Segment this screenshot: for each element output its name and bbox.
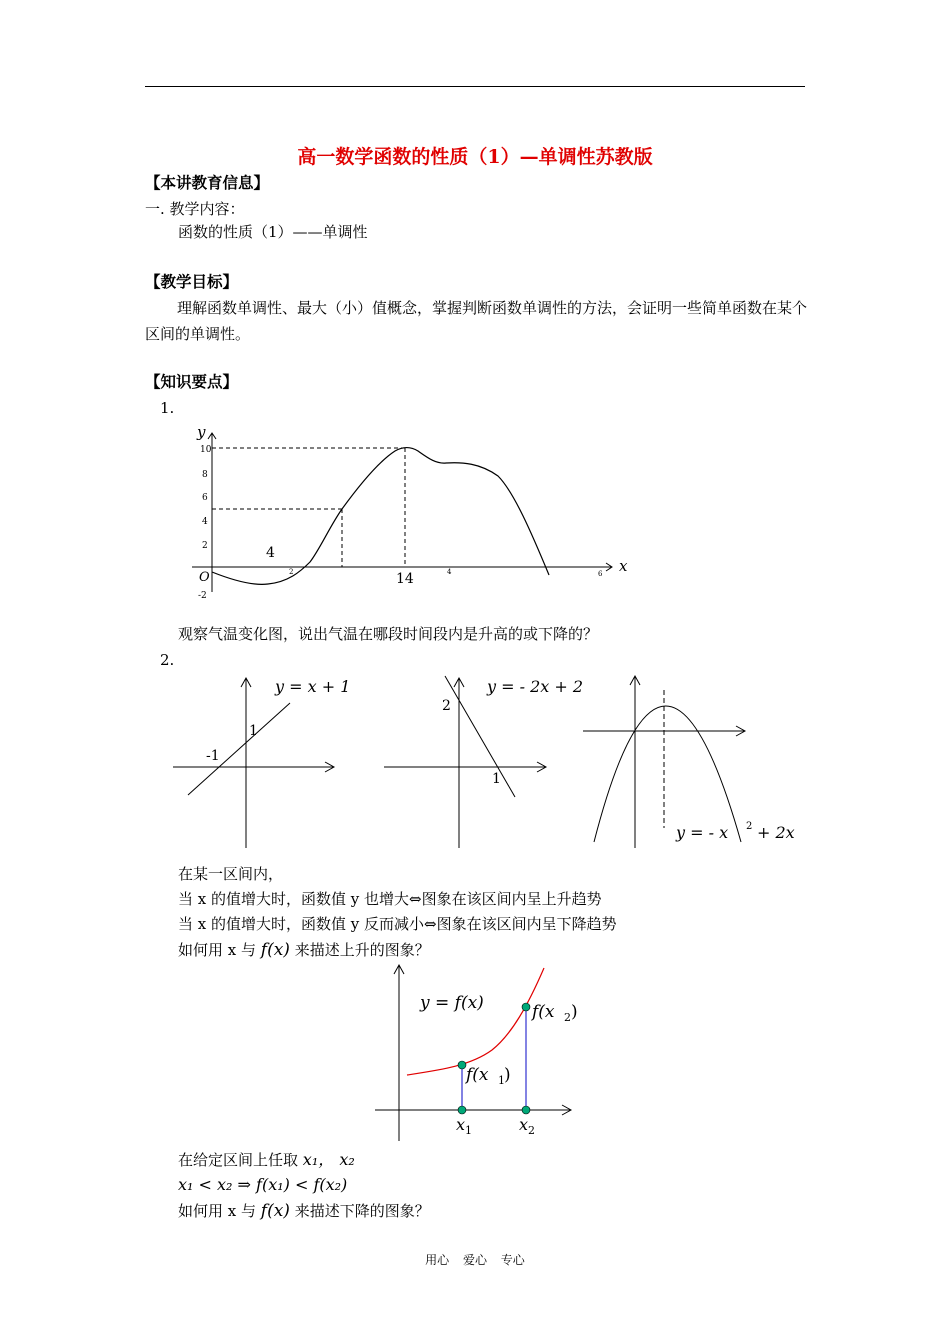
question-falling-pre: 如何用 x 与	[178, 1202, 256, 1220]
y-tick-neg2: -2	[198, 591, 207, 601]
content-sub: 函数的性质（1）——单调性	[178, 223, 368, 241]
chart-origin-label: O	[199, 570, 210, 585]
question-rising-post: 来描述上升的图象？	[294, 941, 430, 959]
question-falling-post: 来描述下降的图象？	[294, 1202, 430, 1220]
question-rising-fx: f(x)	[260, 940, 290, 960]
question-falling-fx: f(x)	[260, 1201, 290, 1221]
graph1-x-intercept: -1	[206, 748, 220, 764]
x-tick-6: 6	[598, 570, 603, 578]
fig-label-x2: x	[519, 1115, 529, 1134]
y-tick-4: 4	[202, 517, 208, 527]
fig-label-fx1: f(x	[466, 1065, 489, 1085]
x-tick-4: 4	[447, 568, 452, 576]
question-falling	[178, 1201, 430, 1221]
graph2-x-intercept: 1	[492, 771, 501, 787]
take-arbitrary-line	[178, 1150, 355, 1170]
svg-text:): )	[571, 1002, 578, 1022]
page-title: 高一数学函数的性质（1）—单调性苏教版	[297, 146, 653, 168]
interval-line-1: 在某一区间内，	[178, 865, 284, 883]
fig-equation: y = f(x)	[420, 993, 484, 1013]
content-item: 一. 教学内容：	[145, 200, 245, 218]
increasing-curve	[407, 968, 544, 1075]
svg-text:): )	[504, 1065, 511, 1085]
graph1-equation: y = x + 1	[275, 677, 351, 696]
graph3-equation-exp: 2	[746, 821, 753, 832]
section-header-points: 【知识要点】	[145, 372, 239, 391]
section-header-info: 【本讲教育信息】	[145, 173, 270, 192]
y-tick-10: 10	[200, 445, 212, 455]
y-tick-8: 8	[202, 470, 208, 480]
x-tick-2: 2	[289, 568, 294, 576]
graph3-equation-y: y = - x	[676, 823, 729, 842]
x-label-4: 4	[266, 545, 275, 561]
fig-label-x1-sub: 1	[465, 1124, 472, 1137]
y-tick-6: 6	[202, 493, 208, 503]
item-2-number: 2.	[160, 651, 175, 669]
point-x1	[458, 1106, 466, 1114]
page-footer: 用心 爱心 专心	[425, 1253, 525, 1267]
x-label-14: 14	[396, 571, 414, 587]
goal-paragraph: 理解函数单调性、最大（小）值概念，掌握判断函数单调性的方法，会证明一些简单函数在某个区间的单调性。	[145, 299, 808, 343]
interval-line-3: 当 x 的值增大时，函数值 y 反而减小⇔图象在该区间内呈下降趋势	[178, 915, 617, 933]
implication-formula: x₁ < x₂ ⇒ f(x₁) < f(x₂)	[178, 1175, 348, 1194]
graph2-y-intercept: 2	[442, 698, 451, 714]
interval-line-2: 当 x 的值增大时，函数值 y 也增大⇔图象在该区间内呈上升趋势	[178, 890, 602, 908]
graph2-equation: y = - 2x + 2	[487, 677, 584, 696]
fig-label-fx2: f(x	[532, 1002, 555, 1022]
fig-label-x2-sub: 2	[528, 1124, 535, 1137]
y-tick-2: 2	[202, 541, 208, 551]
fig-label-fx2-sub: 2	[564, 1011, 571, 1024]
chart-x-axis-label: x	[619, 557, 628, 575]
section-header-goal: 【教学目标】	[145, 272, 239, 291]
question-rising-pre: 如何用 x 与	[178, 941, 256, 959]
point-x2	[522, 1106, 530, 1114]
take-arbitrary-vars: x₁， x₂	[302, 1150, 355, 1169]
fig-label-fx1-sub: 1	[498, 1074, 505, 1087]
fig-label-x1: x	[456, 1115, 466, 1134]
graph3-equation-rest: + 2x	[757, 823, 795, 842]
point-fx2	[522, 1003, 530, 1011]
take-arbitrary-text: 在给定区间上任取	[178, 1151, 299, 1169]
item-1-question: 观察气温变化图，说出气温在哪段时间段内是升高的或下降的？	[178, 625, 599, 643]
graph1-y-intercept: 1	[249, 723, 258, 739]
item-1-number: 1.	[160, 399, 175, 417]
point-fx1	[458, 1061, 466, 1069]
chart-y-axis-label: y	[197, 423, 206, 441]
